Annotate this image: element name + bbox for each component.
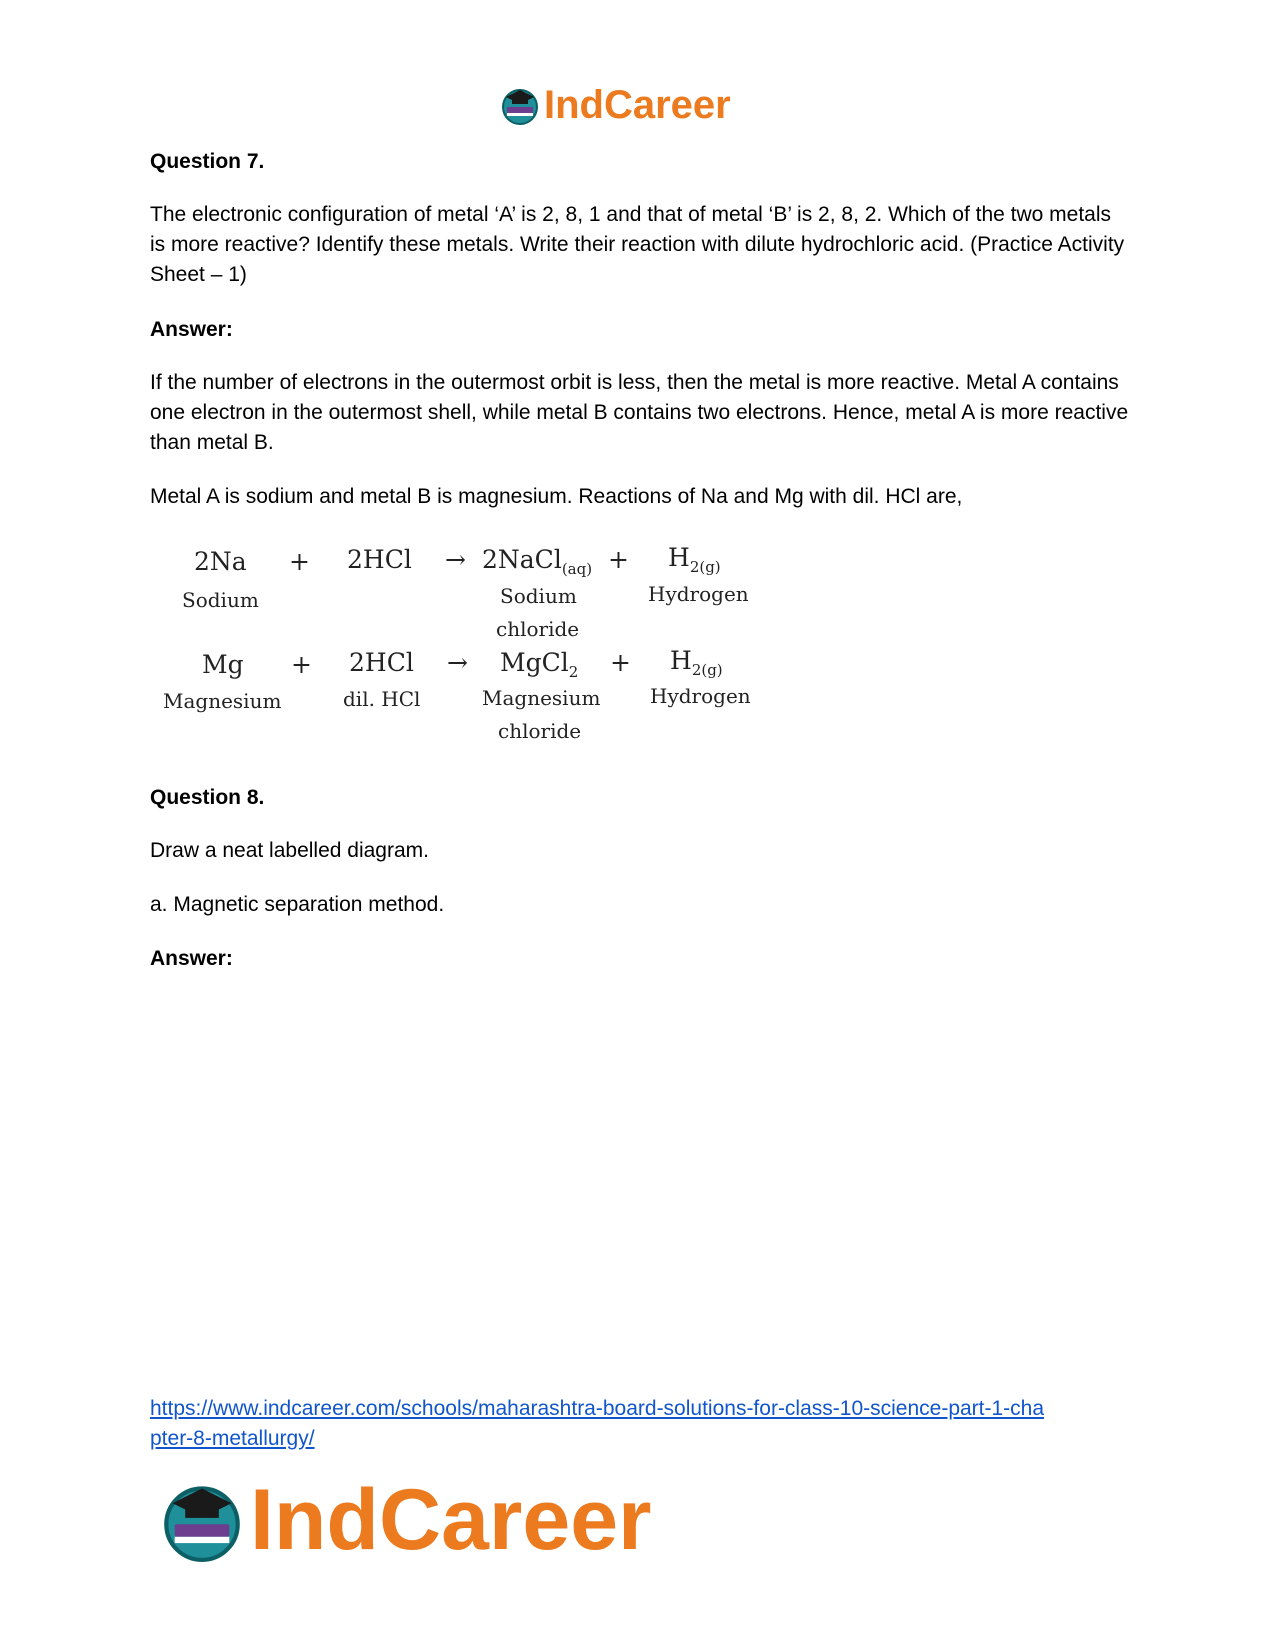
product-sodium-chloride: 2NaCl$_{(aq)}$ xyxy=(482,545,593,578)
brand-wordmark: IndCareer xyxy=(544,83,731,127)
product-magnesium-chloride-label-1: Magnesium xyxy=(482,686,601,710)
reactant-hcl: 2HCl xyxy=(347,545,412,574)
question-8-instruction: Draw a neat labelled diagram. xyxy=(150,839,429,862)
question-7-answer-paragraph-1: If the number of electrons in the outermost orbit is less, then the metal is more reactive. Metal A contains one electron in the outermost shell, while metal B contains two electrons. Hence, metal A is more reactive than metal B. xyxy=(150,371,1129,454)
reaction-arrow: → xyxy=(447,648,468,677)
brand-wordmark: IndCareer xyxy=(250,1472,652,1568)
reactant-hcl: 2HCl xyxy=(349,648,414,677)
product-magnesium-chloride-label-2: chloride xyxy=(498,719,582,743)
question-7-answer-paragraph-2: Metal A is sodium and metal B is magnesium. Reactions of Na and Mg with dil. HCl are, xyxy=(150,485,963,508)
question-7-heading: Question 7. xyxy=(150,150,265,173)
question-8-answer-heading: Answer: xyxy=(150,947,233,970)
graduation-cap-book-globe-icon xyxy=(500,85,540,125)
product-sodium-chloride-label-1: Sodium xyxy=(500,584,577,608)
reactant-magnesium: Mg xyxy=(202,650,244,679)
header-logo xyxy=(500,80,731,130)
question-7-text: The electronic configuration of metal ‘A’ is 2, 8, 1 and that of metal ‘B’ is 2, 8, 2. Which of the two metals is more reactive? Identify these metals. Write their reaction with dilute hydrochloric acid. (Practice Activity Sheet – 1) xyxy=(150,203,1125,286)
product-sodium-chloride-label-2: chloride xyxy=(496,617,580,641)
source-url-line-2[interactable]: pter-8-metallurgy/ xyxy=(150,1427,315,1450)
footer-logo xyxy=(160,1470,652,1570)
source-url-link[interactable] xyxy=(150,1394,1140,1454)
plus-sign: + xyxy=(608,545,629,574)
product-hydrogen: $H_{2(g)}$ xyxy=(670,646,723,679)
question-8-part-a: a. Magnetic separation method. xyxy=(150,893,445,916)
reactant-sodium-label: Sodium xyxy=(182,588,259,612)
reactant-magnesium-label: Magnesium xyxy=(163,689,282,713)
reactant-hcl-label: dil. HCl xyxy=(343,687,421,711)
question-7-answer-heading: Answer: xyxy=(150,318,233,341)
plus-sign: + xyxy=(289,547,310,576)
question-8-heading: Question 8. xyxy=(150,786,265,809)
reaction-arrow: → xyxy=(445,545,466,574)
product-hydrogen-label: Hydrogen xyxy=(650,684,751,708)
product-magnesium-chloride: MgCl$_2$ xyxy=(500,648,579,681)
reactant-sodium: 2Na xyxy=(194,547,247,576)
product-hydrogen-label: Hydrogen xyxy=(648,582,749,606)
source-url-line-1[interactable]: https://www.indcareer.com/schools/maharashtra-board-solutions-for-class-10-science-part-1-cha xyxy=(150,1397,1045,1420)
product-hydrogen: $H_{2(g)}$ xyxy=(668,543,721,576)
plus-sign: + xyxy=(610,648,631,677)
graduation-cap-book-globe-icon xyxy=(160,1478,244,1562)
plus-sign: + xyxy=(291,650,312,679)
